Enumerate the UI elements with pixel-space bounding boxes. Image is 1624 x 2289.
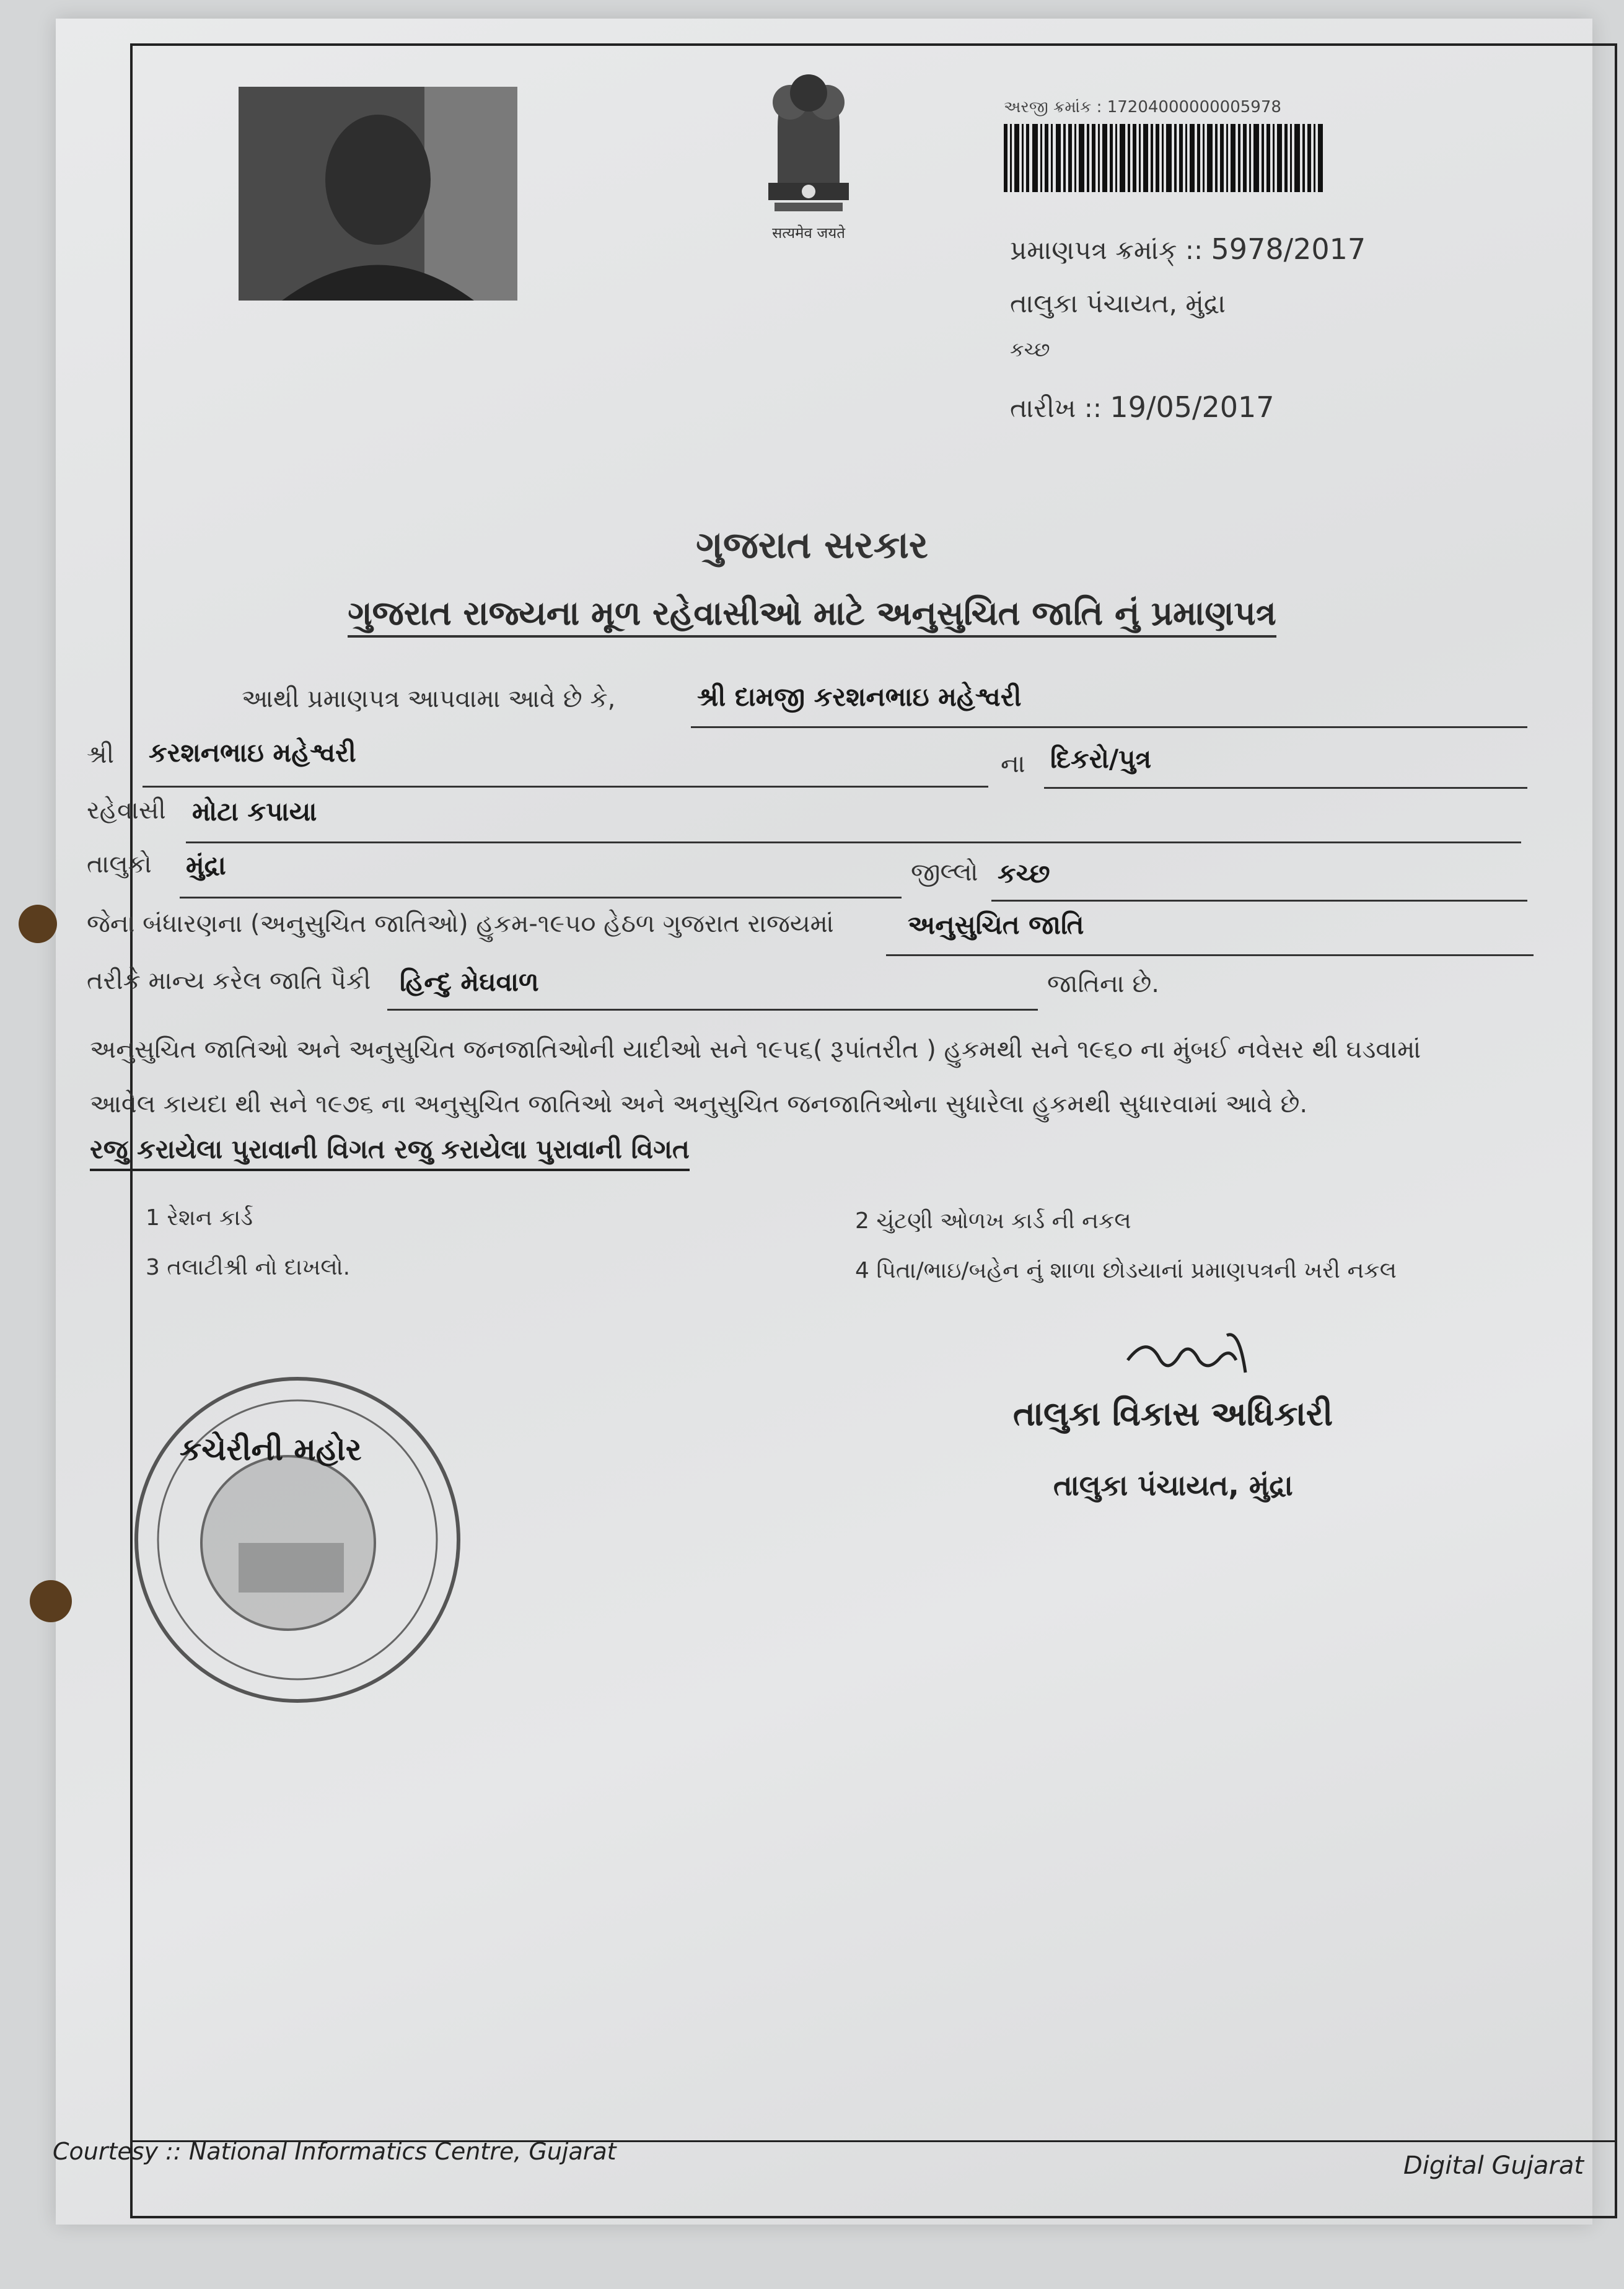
proofs-title: રજુ કરાયેલા પુરાવાની વિગત રજુ કરાયેલા પુરાવાની વિગત	[90, 1134, 690, 1171]
office-seal	[121, 1363, 474, 1716]
issuing-district: કચ્છ	[1010, 338, 1050, 361]
officer-office: તાલુકા પંચાયત, મુંદ્રા	[1053, 1469, 1293, 1502]
taluka-label: તાલુકો	[87, 850, 152, 879]
caste-label: તરીકે માન્ય કરેલ જાતિ પૈકી	[87, 967, 371, 995]
caste-suffix: જાતિના છે.	[1047, 970, 1159, 998]
national-emblem	[734, 59, 883, 257]
taluka-value: મુંદ્રા	[186, 850, 226, 881]
na-label: ના	[1001, 750, 1025, 778]
shri-label: શ્રી	[87, 740, 115, 769]
resident-label: રહેવાસી	[87, 796, 166, 825]
proof-item-3: 3 તલાટીશ્રી નો દાખલો.	[146, 1255, 351, 1280]
certificate-number-row	[1010, 232, 1366, 266]
category-value: અનુસુચિત જાતિ	[908, 910, 1084, 940]
government-title: ગુજરાત સરકાર	[696, 524, 928, 567]
certificate-title-row	[0, 594, 1624, 633]
footer-courtesy: Courtesy :: National Informatics Centre, Gujarat	[53, 2138, 617, 2165]
father-name: કરશનભાઇ મહેશ્વરી	[149, 737, 356, 768]
certificate-title: ગુજરાત રાજ્યના મૂળ રહેવાસીઓ માટે અનુસુચિત જાતિ નું પ્રમાણપત્ર	[348, 594, 1276, 638]
certificate-number-label: પ્રમાણપત્ર ક્રમાંક્ ::	[1010, 235, 1203, 265]
district-value: કચ્છ	[998, 858, 1050, 889]
barcode-icon	[1004, 124, 1326, 192]
district-label: જીલ્લો	[911, 858, 978, 887]
relation: દિકરો/પુત્ર	[1050, 744, 1152, 774]
footer-brand: Digital Gujarat	[1403, 2151, 1584, 2180]
caste-value: હિન્દુ મેઘવાળ	[400, 967, 539, 997]
proof-item-4: 4 પિતા/ભાઇ/બહેન નું શાળા છોડયાનાં પ્રમાણપત્રની ખરી નકલ	[855, 1258, 1397, 1283]
emblem-motto: सत्यमेव जयते	[772, 224, 845, 242]
legal-paragraph	[90, 1022, 1515, 1131]
officer-designation: તાલુકા વિકાસ અધિકારી	[1013, 1394, 1333, 1433]
issue-date-label: તારીખ ::	[1010, 393, 1102, 423]
proof-item-2: 2 ચુંટણી ઓળખ કાર્ડ ની નકલ	[855, 1208, 1131, 1234]
issue-date: 19/05/2017	[1110, 390, 1275, 424]
punch-hole-top	[19, 905, 57, 943]
seal-label: કચેરીની મહોર	[180, 1431, 362, 1467]
applicant-name: શ્રી દામજી કરશનભાઇ મહેશ્વરી	[697, 682, 1022, 712]
order-text: જેના બંધારણના (અનુસુચિત જાતિઓ) હુકમ-૧૯૫૦ હેઠળ ગુજરાત રાજયમાં	[87, 910, 834, 938]
officer-signature-icon	[1121, 1323, 1264, 1391]
legal-paragraph-line-2: આવેલ કાયદા થી સને ૧૯૭૬ ના અનુસુચિત જાતિઓ અને અનુસુચિત જનજાતિઓના સુધારેલા હુકમથી સુધારવામાં આવે છે.	[90, 1090, 1308, 1118]
certificate-number: 5978/2017	[1211, 232, 1366, 266]
ashoka-emblem-icon	[740, 59, 877, 220]
intro-text: આથી પ્રમાણપત્ર આપવામા આવે છે કે,	[242, 685, 616, 713]
issuing-office: તાલુકા પંચાયત, મુંદ્રા	[1010, 288, 1226, 319]
issue-date-row	[1010, 390, 1275, 424]
applicant-photo	[239, 87, 517, 301]
proof-item-1: 1 રેશન કાર્ડ	[146, 1205, 253, 1231]
application-reference: અરજી ક્રમાંક : 17204000000005978	[1004, 98, 1281, 116]
punch-hole-bottom	[30, 1580, 72, 1622]
legal-paragraph-line-1: અનુસુચિત જાતિઓ અને અનુસુચિત જનજાતિઓની યાદીઓ સને ૧૯૫૬( રૂપાંતરીત ) હુકમથી સને ૧૯૬૦ ના મુંબઈ નવેસર થી ઘડવામાં	[90, 1035, 1421, 1064]
resident-village: મોટા કપાયા	[192, 796, 317, 827]
